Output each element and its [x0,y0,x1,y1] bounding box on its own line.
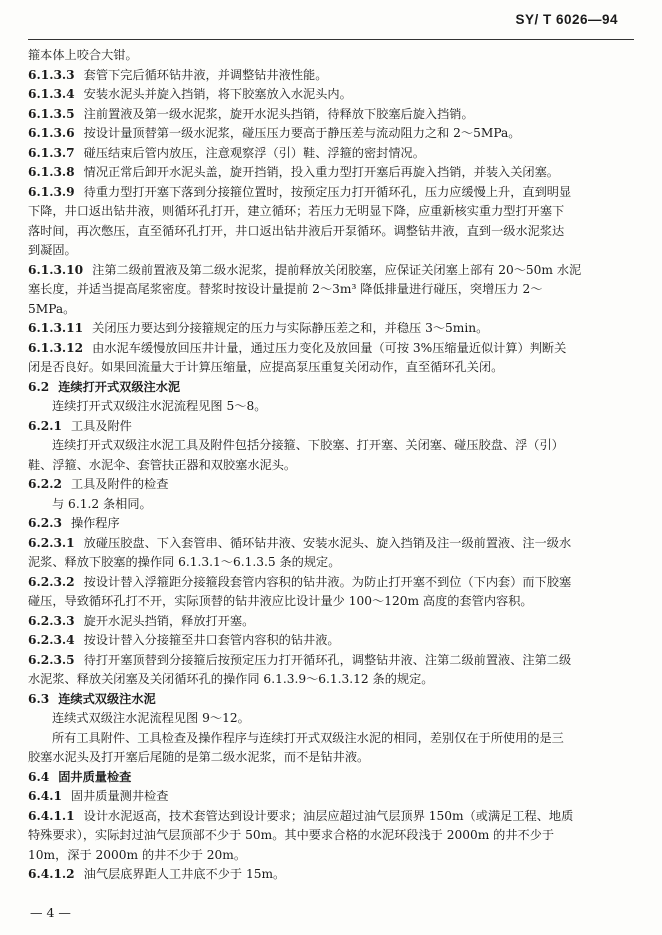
text-line [28,787,634,807]
paragraph [28,729,634,768]
text-line [28,534,634,554]
section-heading [28,690,634,710]
line-text: 安装水泥头并旋入挡销，将下胶塞放入水泥头内。 [83,87,352,101]
clause-number: 6.1.3.7 [28,145,75,160]
text-line [28,202,634,222]
paragraph [28,66,634,86]
text-line [28,573,634,593]
line-text: 工具及附件 [70,418,132,433]
paragraph [28,105,634,125]
text-line [28,144,634,164]
line-text: 与 6.1.2 条相同。 [52,496,152,511]
text-line [28,514,634,534]
section-heading [28,768,634,788]
standard-code: SY/ T 6026—94 [515,12,618,27]
text-line [28,105,634,125]
clause-number: 6.2.2 [28,477,62,491]
clause-number: 6.1.3.6 [28,126,75,140]
line-text: 旋开水泥头挡销，释放打开塞。 [83,613,255,628]
document-body [28,46,634,885]
clause-number: 6.1.3.10 [28,262,84,277]
line-text: 10m，深于 2000m 的井不少于 20m。 [28,847,247,862]
line-text: 到凝固。 [28,243,77,257]
text-line [28,378,634,398]
text-line [28,85,634,105]
line-text: 设计水泥返高，技术套管达到设计要求；油层应超过油气层顶界 150m（或满足工程、地质 [83,808,574,823]
paragraph [28,436,634,475]
heading-text: 固井质量检查 [58,769,132,784]
clause-number: 6.1.3.11 [28,321,84,335]
text-line [28,436,634,456]
paragraph [28,651,634,690]
text-line [28,475,634,495]
paragraph [28,787,634,807]
paragraph [28,709,634,729]
line-text: 按设计量顶替第一级水泥浆，碰压压力要高于静压差与流动阻力之和 2～5MPa。 [83,126,521,140]
clause-number: 6.4.1 [28,789,62,803]
clause-number: 6.1.3.5 [28,106,75,121]
paragraph [28,46,634,66]
paragraph [28,495,634,515]
line-text: 胶塞水泥头及打开塞后尾随的是第二级水泥浆，而不是钻井液。 [28,750,370,764]
paragraph [28,124,634,144]
text-line [28,807,634,827]
paragraph [28,514,634,534]
text-line [28,670,634,690]
text-line [28,319,634,339]
text-line [28,241,634,261]
line-text: 下降，井口返出钻井液，则循环孔打开，建立循环；若压力无明显下降，应重新核实重力型打开塞下 [28,204,565,218]
line-text: 注第二级前置液及第二级水泥浆，提前释放关闭胶塞，应保证关闭塞上部有 20～50m 水泥 [92,262,582,277]
text-line [28,826,634,846]
text-line [28,553,634,573]
clause-number: 6.2.3.3 [28,613,75,628]
paragraph [28,631,634,651]
paragraph [28,144,634,164]
text-line [28,690,634,710]
paragraph [28,397,634,417]
line-text: 特殊要求），实际封过油气层顶部不少于 50m。其中要求合格的水泥环段浅于 2000m 的井不少于 [28,828,555,842]
line-text: 待打开塞顶替到分接箍后按预定压力打开循环孔，调整钻井液、注第二级前置液、注第二级 [83,652,572,667]
line-text: 连续打开式双级注水泥流程见图 5～8。 [52,399,267,413]
line-text: 套管下完后循环钻井液，并调整钻井液性能。 [83,67,328,82]
paragraph [28,339,634,378]
text-line [28,124,634,144]
text-line [28,66,634,86]
clause-number: 6.1.3.4 [28,87,75,101]
text-line [28,709,634,729]
clause-number: 6.2.1 [28,418,62,433]
text-line [28,280,634,300]
paragraph [28,163,634,183]
clause-number: 6.2 [28,379,50,394]
line-text: 放碰压胶盘、下入套管串、循环钻井液、安装水泥头、旋入挡销及注一级前置液、注一级水 [83,535,572,550]
text-line [28,651,634,671]
header-rule [28,39,634,40]
heading-text: 连续打开式双级注水泥 [58,379,181,394]
clause-number: 6.2.3.2 [28,574,75,589]
text-line [28,631,634,651]
page-number: — 4 — [30,905,71,920]
paragraph [28,573,634,612]
paragraph [28,807,634,866]
paragraph [28,865,634,885]
line-text: 鞋、浮箍、水泥伞、套管扶正器和双胶塞水泥头。 [28,457,297,472]
line-text: 箍本体上咬合大钳。 [28,48,138,62]
text-line [28,729,634,749]
paragraph [28,319,634,339]
clause-number: 6.2.3.1 [28,535,75,550]
text-line [28,495,634,515]
line-text: 注前置液及第一级水泥浆，旋开水泥头挡销，待释放下胶塞后旋入挡销。 [83,106,474,121]
text-line [28,592,634,612]
line-text: 按设计替入分接箍至井口套管内容积的钻井液。 [83,633,340,647]
clause-number: 6.4.1.2 [28,867,75,881]
line-text: 连续式双级注水泥流程见图 9～12。 [52,711,250,725]
clause-number: 6.2.3.4 [28,633,75,647]
clause-number: 6.4 [28,769,50,784]
clause-number: 6.1.3.9 [28,184,75,199]
text-line [28,865,634,885]
line-text: 落时间，再次憋压，直至循环孔打开，井口返出钻井液后开泵循环。调整钻井液，直到一级水泥浆达 [28,223,565,238]
line-text: 水泥浆、释放关闭塞及关闭循环孔的操作同 6.1.3.9～6.1.3.12 条的规定。 [28,672,434,686]
text-line [28,748,634,768]
line-text: 5MPa。 [28,301,76,316]
clause-number: 6.1.3.3 [28,67,75,82]
text-line [28,261,634,281]
clause-number: 6.1.3.8 [28,165,75,179]
line-text: 所有工具附件、工具检查及操作程序与连续打开式双级注水泥的相同，差别仅在于所使用的是三 [52,730,564,745]
line-text: 待重力型打开塞下落到分接箍位置时，按预定压力打开循环孔，压力应缓慢上升，直到明显 [83,184,572,199]
section-heading [28,378,634,398]
clause-number: 6.2.3 [28,516,62,530]
text-line [28,183,634,203]
line-text: 碰压结束后管内放压，注意观察浮（引）鞋、浮箍的密封情况。 [83,145,425,160]
text-line [28,358,634,378]
heading-text: 连续式双级注水泥 [58,691,156,706]
line-text: 操作程序 [70,516,120,530]
paragraph [28,475,634,495]
paragraph [28,534,634,573]
line-text: 关闭压力要达到分接箍规定的压力与实际静压差之和，并稳压 3～5min。 [92,321,489,335]
text-line [28,163,634,183]
paragraph [28,85,634,105]
line-text: 工具及附件的检查 [70,477,169,491]
line-text: 连续打开式双级注水泥工具及附件包括分接箍、下胶塞、打开塞、关闭塞、碰压胶盘、浮（引） [52,438,564,452]
text-line [28,397,634,417]
paragraph [28,417,634,437]
line-text: 由水泥车缓慢放回压井计量，通过压力变化及放回量（可按 3%压缩量近似计算）判断关 [92,340,567,355]
line-text: 闭是否良好。如果回流量大于计算压缩量，应提高泵压重复关闭动作，直至循环孔关闭。 [28,360,504,374]
text-line [28,417,634,437]
line-text: 碰压，导致循环孔打不开，实际顶替的钻井液应比设计量少 100～120m 高度的套管内容积。 [28,594,533,608]
clause-number: 6.3 [28,691,50,706]
line-text: 情况正常后卸开水泥头盖，旋开挡销，投入重力型打开塞后再旋入挡销，并装入关闭塞。 [83,165,559,179]
text-line [28,300,634,320]
line-text: 塞长度，并适当提高尾浆密度。替浆时按设计量提前 2～3m³ 降低排量进行碰压，突增压力 2～ [28,282,543,296]
line-text: 泥浆、释放下胶塞的操作同 6.1.3.1～6.1.3.5 条的规定。 [28,555,341,569]
text-line [28,456,634,476]
text-line [28,846,634,866]
line-text: 按设计替入浮箍距分接箍段套管内容积的钻井液。为防止打开塞不到位（下内套）而下胶塞 [83,574,572,589]
clause-number: 6.2.3.5 [28,652,75,667]
paragraph [28,183,634,261]
paragraph [28,612,634,632]
text-line [28,768,634,788]
clause-number: 6.4.1.1 [28,808,75,823]
line-text: 固井质量测井检查 [70,789,169,803]
text-line [28,612,634,632]
line-text: 油气层底界距人工井底不少于 15m。 [83,867,286,881]
paragraph [28,261,634,320]
text-line [28,46,634,66]
text-line [28,339,634,359]
text-line [28,222,634,242]
clause-number: 6.1.3.12 [28,340,84,355]
